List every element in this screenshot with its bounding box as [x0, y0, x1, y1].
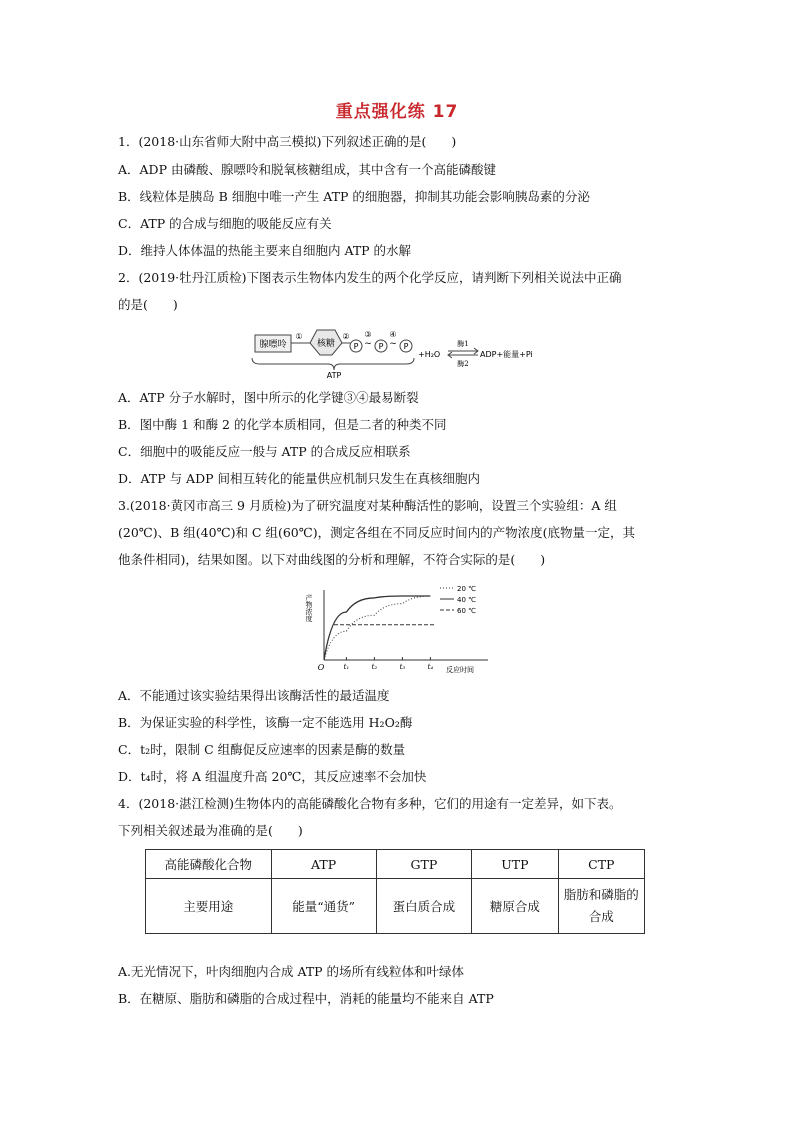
q4-stem-line2: 下列相关叙述最为准确的是( )	[118, 823, 303, 838]
q4-option-b: B．在糖原、脂肪和磷脂的合成过程中，消耗的能量均不能来自 ATP	[118, 991, 494, 1006]
q4-stem-line1: 4．(2018·湛江检测)生物体内的高能磷酸化合物有多种，它们的用途有一定差异，如下表。	[118, 796, 622, 811]
bond-2-label: ②	[342, 332, 350, 341]
q2-option-d: D．ATP 与 ADP 间相互转化的能量供应机制只发生在真核细胞内	[118, 471, 480, 486]
phosphate-1-label: P	[353, 342, 359, 351]
table-header-cell: GTP	[376, 850, 472, 879]
q2-stem-line1: 2．(2019·牡丹江质检)下图表示生物体内发生的两个化学反应，请判断下列相关说法中正确	[118, 270, 622, 285]
q3-option-b: B．为保证实验的科学性，该酶一定不能选用 H₂O₂酶	[118, 715, 413, 730]
table-cell: 蛋白质合成	[376, 879, 472, 934]
atp-brace	[252, 358, 414, 370]
table-header-row	[146, 850, 645, 879]
table-header-cell: CTP	[558, 850, 644, 879]
phosphate-2-label: P	[378, 342, 384, 351]
q1-option-c: C．ATP 的合成与细胞的吸能反应有关	[118, 216, 332, 231]
q2-stem-line2: 的是( )	[118, 297, 178, 312]
chart-x-tick-label: t₄	[427, 663, 434, 671]
table-header-cell: ATP	[271, 850, 376, 879]
q4-option-a: A.无光情况下，叶肉细胞内合成 ATP 的场所有线粒体和叶绿体	[118, 964, 465, 979]
phosphate-compound-table	[145, 849, 645, 934]
page-title: 重点强化练 17	[335, 102, 459, 122]
table-cell: 能量“通货”	[271, 879, 376, 934]
chart-plot-area	[324, 585, 488, 671]
q2-option-c: C．细胞中的吸能反应一般与 ATP 的合成反应相联系	[118, 444, 411, 459]
bond-3-label: ③	[364, 330, 372, 339]
high-energy-bond-2: ~	[389, 339, 397, 349]
chart-origin-label: O	[317, 663, 325, 672]
chart-series-line	[324, 596, 430, 660]
chart-legend-label: 40 ℃	[457, 596, 476, 604]
chart-y-axis-label: 产物浓度	[305, 594, 313, 622]
phosphate-3-label: P	[403, 342, 409, 351]
chart-x-tick-label: t₃	[399, 663, 406, 671]
chart-legend-label: 20 ℃	[457, 585, 476, 593]
bond-4-label: ④	[389, 330, 397, 339]
enzyme-1-label: 酶1	[457, 340, 469, 348]
chart-x-axis-label: 反应时间	[446, 666, 474, 674]
chart-x-tick-label: t₁	[343, 663, 350, 671]
table-header-cell: UTP	[472, 850, 558, 879]
q3-option-c: C．t₂时，限制 C 组酶促反应速率的因素是酶的数量	[118, 742, 406, 757]
atp-label: ATP	[326, 371, 342, 380]
q3-option-d: D．t₄时，将 A 组温度升高 20℃，其反应速率不会加快	[118, 769, 427, 784]
q3-stem-line3: 他条件相同)，结果如图。以下对曲线图的分析和理解，不符合实际的是( )	[118, 552, 546, 567]
water-label: +H₂O	[418, 350, 441, 359]
bond-1-label: ①	[295, 332, 303, 341]
adenine-label: 腺嘌呤	[259, 340, 287, 350]
chart-x-tick-label: t₂	[371, 663, 378, 671]
q3-stem-line2: (20℃)、B 组(40℃)和 C 组(60℃)，测定各组在不同反应时间内的产物浓度(底物量一定，其	[118, 525, 635, 540]
q3-stem-line1: 3.(2018·黄冈市高三 9 月质检)为了研究温度对某种酶活性的影响，设置三个实验组：A 组	[118, 498, 617, 513]
q3-option-a: A．不能通过该实验结果得出该酶活性的最适温度	[118, 688, 390, 703]
q1-option-a: A．ADP 由磷酸、腺嘌呤和脱氧核糖组成，其中含有一个高能磷酸键	[118, 162, 496, 177]
q1-option-b: B．线粒体是胰岛 B 细胞中唯一产生 ATP 的细胞器，抑制其功能会影响胰岛素的分泌	[118, 189, 590, 204]
products-label: ADP+能量+Pi	[480, 350, 533, 359]
q1-option-d: D．维持人体体温的热能主要来自细胞内 ATP 的水解	[118, 243, 412, 258]
table-cell: 主要用途	[146, 879, 272, 934]
table-header-cell: 高能磷酸化合物	[146, 850, 272, 879]
product-concentration-chart	[300, 578, 500, 682]
q1-stem: 1．(2018·山东省师大附中高三模拟)下列叙述正确的是( )	[118, 134, 457, 149]
ribose-label: 核糖	[316, 339, 336, 349]
q2-option-a: A．ATP 分子水解时，图中所示的化学键③④最易断裂	[118, 390, 419, 405]
enzyme-2-label: 酶2	[457, 360, 469, 368]
atp-reaction-figure	[250, 324, 550, 384]
chart-series-line	[324, 596, 430, 660]
table-row	[146, 879, 645, 934]
high-energy-bond-1: ~	[364, 339, 372, 349]
table-cell: 脂肪和磷脂的合成	[558, 879, 644, 934]
table-cell: 糖原合成	[472, 879, 558, 934]
chart-legend-label: 60 ℃	[457, 607, 476, 615]
q2-option-b: B．图中酶 1 和酶 2 的化学本质相同，但是二者的种类不同	[118, 417, 447, 432]
